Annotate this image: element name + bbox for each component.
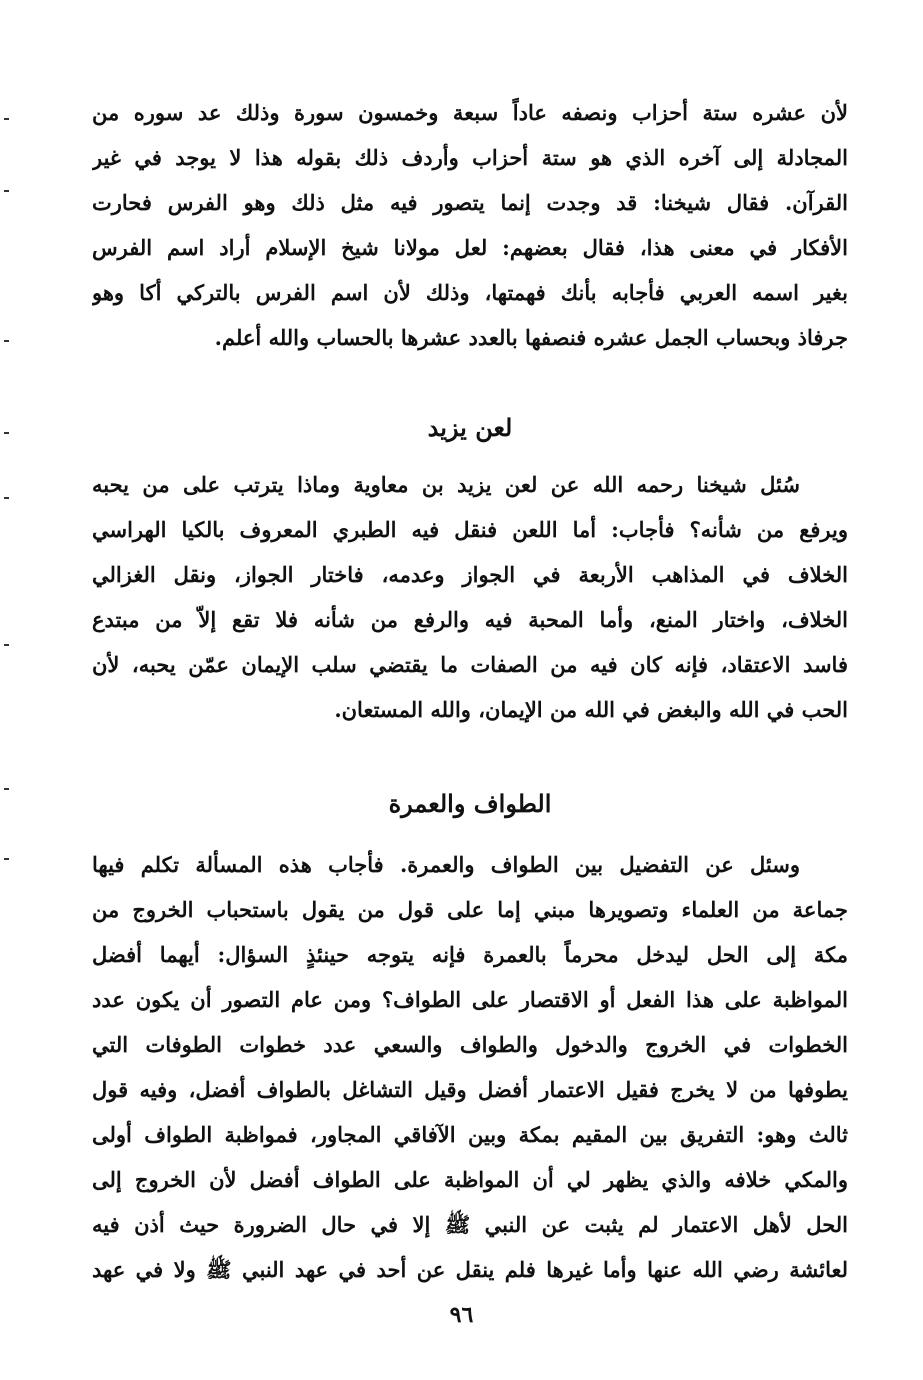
text-line: والمكي خلافه والذي يظهر لي أن المواظبة على الطواف أفضل لأن الخروج إلى [92, 1167, 848, 1192]
section-heading-2: الطواف والعمرة [388, 789, 552, 818]
text-line: بغير اسمه العربي فأجابه بأنك فهمتها، وذلك لأن اسم الفرس بالتركي أكا وهو [92, 280, 848, 305]
text-line: ويرفع من شأنه؟ فأجاب: أما اللعن فنقل فيه الطبري المعروف بالكيا الهراسي [92, 517, 848, 542]
text-line: المجادلة إلى آخره الذي هو ستة أحزاب وأردف ذلك بقوله هذا لا يوجد في غير [92, 145, 848, 170]
paragraph-1 [92, 90, 848, 360]
page-number: ٩٦ [449, 1302, 474, 1328]
margin-mark [4, 340, 9, 342]
text-line: فاسد الاعتقاد، فإنه كان فيه من الصفات ما يقتضي سلب الإيمان عمّن يحبه، لأن [92, 652, 848, 677]
paragraph-3 [92, 842, 848, 1292]
margin-mark [4, 118, 9, 120]
text-line: سُئل شيخنا رحمه الله عن لعن يزيد بن معاوية وماذا يترتب على من يحبه [92, 472, 800, 497]
margin-mark [4, 190, 9, 192]
text-line: الخطوات في الخروج والدخول والطواف والسعي عدد خطوات الطوفات التي [92, 1032, 848, 1057]
paragraph-2 [92, 462, 848, 732]
text-line: جرفاذ وبحساب الجمل عشره فنصفها بالعدد عشرها بالحساب والله أعلم. [214, 325, 848, 350]
margin-mark [4, 788, 9, 790]
margin-mark [4, 644, 9, 646]
text-line: جماعة من العلماء وتصويرها مبني إما على قول من يقول باستحباب الخروج من [92, 897, 848, 922]
text-line: الخلاف في المذاهب الأربعة في الجواز وعدمه، فاختار الجواز، ونقل الغزالي [92, 562, 848, 587]
text-line: الحل لأهل الاعتمار لم يثبت عن النبي ﷺ إلا في حال الضرورة حيث أذن فيه [92, 1212, 848, 1237]
text-line: الحب في الله والبغض في الله من الإيمان، والله المستعان. [334, 697, 848, 722]
margin-mark [4, 432, 9, 434]
section-heading-1: لعن يزيد [427, 413, 513, 442]
text-line: الأفكار في معنى هذا، فقال بعضهم: لعل مولانا شيخ الإسلام أراد اسم الفرس [92, 235, 848, 260]
text-line: لعائشة رضي الله عنها وأما غيرها فلم ينقل عن أحد في عهد النبي ﷺ ولا في عهد [92, 1257, 848, 1282]
text-line: المواظبة على هذا الفعل أو الاقتصار على الطواف؟ ومن عام التصور أن يكون عدد [92, 987, 848, 1012]
text-line: لأن عشره ستة أحزاب ونصفه عاداً سبعة وخمسون سورة وذلك عد سوره من [92, 100, 848, 125]
text-line: مكة إلى الحل ليدخل محرماً بالعمرة فإنه يتوجه حينئذٍ السؤال: أيهما أفضل [92, 942, 848, 967]
text-line: الخلاف، واختار المنع، وأما المحبة فيه والرفع من شأنه فلا تقع إلاّ من مبتدع [92, 607, 848, 632]
margin-mark [4, 858, 9, 860]
text-line: يطوفها من لا يخرج فقيل الاعتمار أفضل وقيل التشاغل بالطواف أفضل، وفيه قول [92, 1077, 848, 1102]
text-line: القرآن. فقال شيخنا: قد وجدت إنما يتصور فيه مثل ذلك وهو الفرس فحارت [92, 190, 848, 215]
text-line: وسئل عن التفضيل بين الطواف والعمرة. فأجاب هذه المسألة تكلم فيها [92, 852, 800, 877]
margin-mark [4, 497, 9, 499]
text-line: ثالث وهو: التفريق بين المقيم بمكة وبين الآفاقي المجاور، فمواظبة الطواف أولى [92, 1122, 848, 1147]
